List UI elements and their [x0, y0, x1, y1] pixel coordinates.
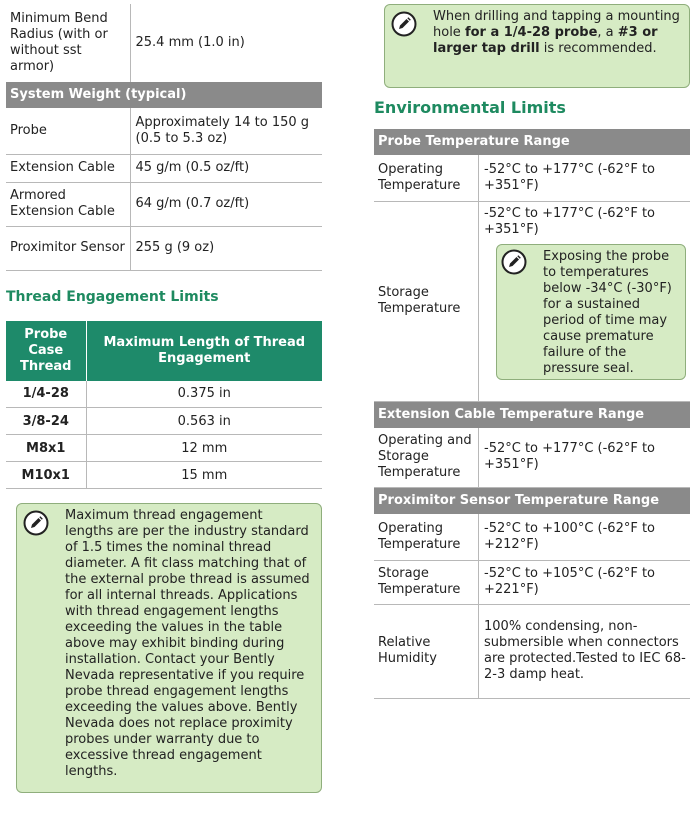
ext-temp-header-row: [374, 401, 690, 428]
table-row: [374, 560, 690, 604]
table-row: [6, 182, 322, 226]
probe-temp-header: Probe Temperature Range: [374, 129, 690, 155]
system-weight-header-row: [6, 82, 322, 108]
prox-storage-label: Storage Temperature: [374, 560, 479, 604]
pencil-note-icon: [391, 11, 417, 37]
table-row: [6, 154, 322, 182]
storage-note-text: Exposing the probe to temperatures below -34°C (-30°F) for a sustained period of time may cause premature failure of the pressure seal.: [543, 248, 672, 376]
drill-note: [384, 4, 690, 88]
prox-operating-label: Operating Temperature: [374, 514, 479, 560]
length-cell: 0.563 in: [86, 408, 322, 435]
environmental-table: [374, 129, 690, 699]
probe-temp-header-row: [374, 129, 690, 155]
table-row: [6, 408, 322, 435]
drill-note-bold-1: for a 1/4-28 probe: [464, 25, 598, 40]
thread-note-text: Maximum thread engagement lengths are per the industry standard of 1.5 times the nominal thread diameter. A fit class matching that of the external probe thread is assumed for all internal threads. Applications with thread engagement lengths exceeding the values in the table above may exhibit binding during installation. Contact your Bently Nevada representative if you require probe thread engagement lengths exceeding the values above. Bently Nevada does not replace proximity probes under warranty due to excessive thread engagement lengths.: [65, 508, 310, 779]
weight-value-probe: Approximately 14 to 150 g (0.5 to 5.3 oz): [130, 108, 322, 154]
spec-table-bend: [6, 4, 322, 271]
thread-engagement-note: [16, 503, 322, 793]
left-column: [6, 4, 322, 793]
thread-cell: M8x1: [6, 435, 86, 462]
weight-label-proximitor: Proximitor Sensor: [6, 226, 130, 270]
prox-operating-value: -52°C to +100°C (-62°F to +212°F): [479, 514, 691, 560]
drill-note-text-3: is recommended.: [539, 41, 657, 56]
weight-label-probe: Probe: [6, 108, 130, 154]
weight-value-armored: 64 g/m (0.7 oz/ft): [130, 182, 322, 226]
length-cell: 0.375 in: [86, 381, 322, 408]
table-row: [6, 226, 322, 270]
table-row: [6, 462, 322, 489]
weight-label-armored: Armored Extension Cable: [6, 182, 130, 226]
length-cell: 15 mm: [86, 462, 322, 489]
table-row: [374, 428, 690, 488]
drill-note-text-2: , a: [597, 25, 618, 40]
probe-storage-cell: [479, 201, 691, 401]
humidity-value: 100% condensing, non-submersible when connectors are protected.Tested to IEC 68-2-3 damp heat.: [479, 604, 691, 698]
environmental-title: Environmental Limits: [374, 98, 566, 117]
col-header-thread: Probe Case Thread: [6, 321, 86, 381]
drill-note-text-1: When drilling and tapping a mounting hole: [433, 9, 680, 40]
col-header-length: Maximum Length of Thread Engagement: [86, 321, 322, 381]
storage-seal-note: [496, 244, 686, 380]
thread-cell: M10x1: [6, 462, 86, 489]
probe-operating-label: Operating Temperature: [374, 155, 479, 201]
weight-label-extension: Extension Cable: [6, 154, 130, 182]
pencil-note-icon: [501, 249, 527, 275]
right-column: [374, 4, 690, 699]
bend-radius-value: 25.4 mm (1.0 in): [135, 35, 245, 50]
drill-note-text: [433, 9, 681, 57]
table-row: [374, 155, 690, 201]
thread-engagement-table: [6, 321, 322, 490]
humidity-label: Relative Humidity: [374, 604, 479, 698]
table-row: [374, 201, 690, 401]
system-weight-header: System Weight (typical): [6, 82, 322, 108]
ext-temp-header: Extension Cable Temperature Range: [374, 401, 690, 428]
weight-value-extension: 45 g/m (0.5 oz/ft): [130, 154, 322, 182]
thread-cell: 3/8-24: [6, 408, 86, 435]
table-row: [374, 514, 690, 560]
table-row: [374, 604, 690, 698]
table-row: [6, 381, 322, 408]
thread-cell: 1/4-28: [6, 381, 86, 408]
probe-operating-value: -52°C to +177°C (-62°F to +351°F): [479, 155, 691, 201]
table-row: [6, 435, 322, 462]
prox-temp-header: Proximitor Sensor Temperature Range: [374, 488, 690, 515]
bend-radius-label: Minimum Bend Radius (with or without sst armor): [6, 4, 130, 82]
prox-storage-value: -52°C to +105°C (-62°F to +221°F): [479, 560, 691, 604]
weight-value-proximitor: 255 g (9 oz): [130, 226, 322, 270]
table-row: [6, 108, 322, 154]
probe-storage-value: -52°C to +177°C (-62°F to +351°F): [484, 205, 656, 237]
length-cell: 12 mm: [86, 435, 322, 462]
ext-operating-storage-label: Operating and Storage Temperature: [374, 428, 479, 488]
drill-note-bold-2: #3 or larger tap drill: [433, 25, 658, 56]
prox-temp-header-row: [374, 488, 690, 515]
ext-operating-storage-value: -52°C to +177°C (-62°F to +351°F): [479, 428, 691, 488]
thread-table-header: [6, 321, 322, 381]
thread-engagement-title: Thread Engagement Limits: [6, 288, 219, 305]
table-row: [6, 4, 322, 82]
pencil-note-icon: [23, 510, 49, 536]
probe-storage-label: Storage Temperature: [374, 201, 479, 401]
